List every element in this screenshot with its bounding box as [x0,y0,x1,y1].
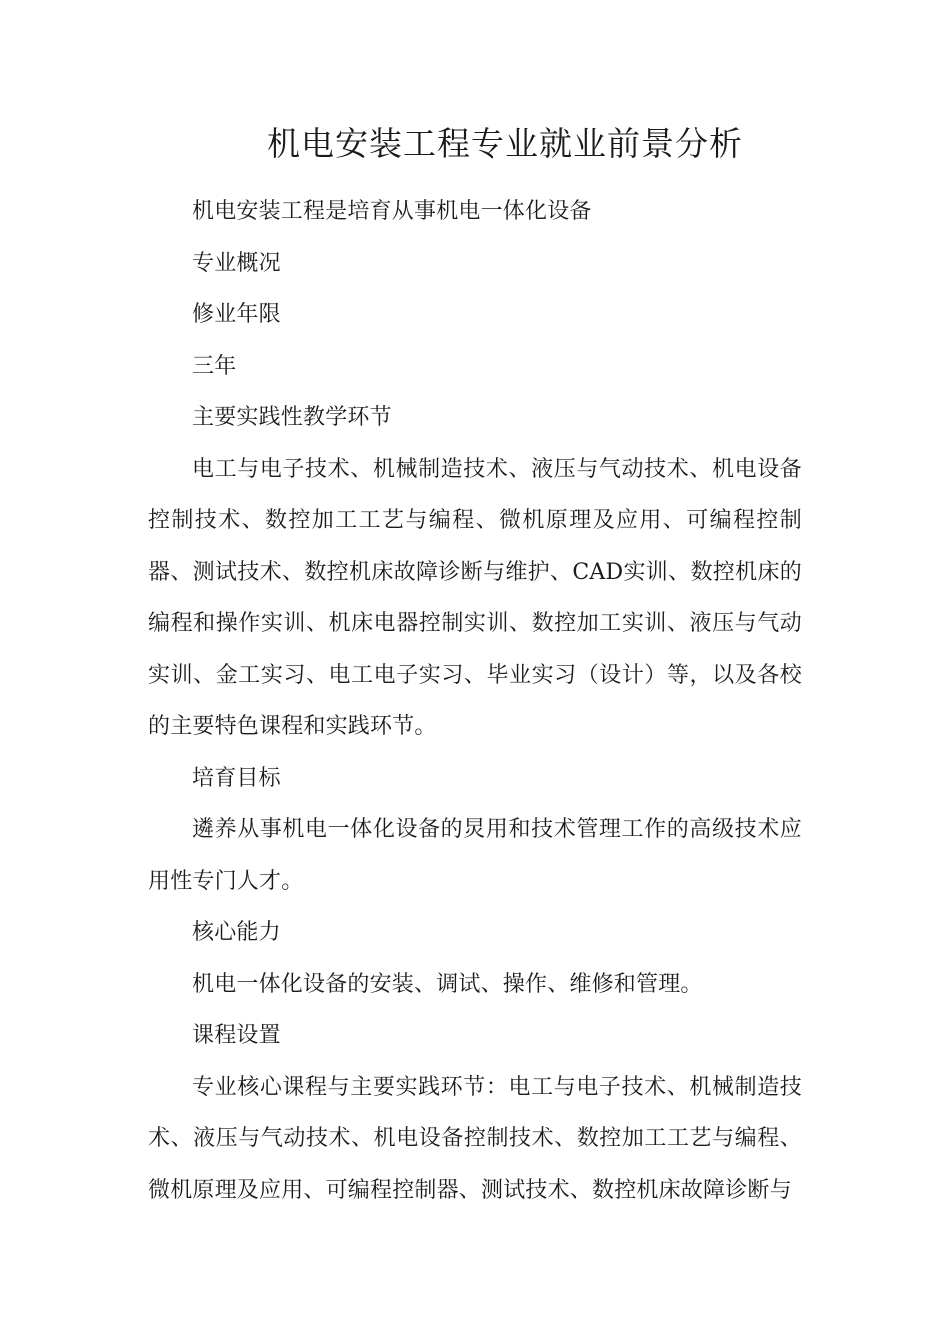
document-title: 机电安装工程专业就业前景分析 [267,124,743,163]
paragraph-intro: 机电安装工程是培育从事机电一体化设备 [192,199,592,224]
heading-curriculum: 课程设置 [192,1023,281,1048]
paragraph-practice: 电工与电子技术、机械制造技术、液压与气动技术、机电设备控制技术、数控加工工艺与编程、微机原理及应用、可编程控制器、测试技术、数控机床故障诊断与维护、CAD实训、数控机床的编程和操作实训、机床电器控制实训、数控加工实训、液压与气动实训、金工实习、电工电子实习、毕业实习（设计）等，以及各校的主要特色课程和实践环节。 [148,456,802,739]
duration-value: 三年 [192,353,237,379]
heading-core-ability: 核心能力 [192,920,281,945]
heading-overview: 专业概况 [192,250,281,276]
heading-practice: 主要实践性教学环节 [192,405,392,430]
paragraph-curriculum: 专业核心课程与主要实践环节：电工与电子技术、机械制造技术、液压与气动技术、机电设备控制技术、数控加工工艺与编程、微机原理及应用、可编程控制器、测试技术、数控机床故障诊断与 [148,1074,802,1203]
heading-goal: 培育目标 [192,765,281,791]
document-body [148,186,802,1216]
paragraph-goal: 遴养从事机电一体化设备的炅用和技术管理工作的高级技术应用性专门人才。 [148,817,802,894]
heading-duration: 修业年限 [192,302,281,327]
paragraph-core-ability: 机电一体化设备的安装、调试、操作、维修和管理。 [192,971,703,997]
